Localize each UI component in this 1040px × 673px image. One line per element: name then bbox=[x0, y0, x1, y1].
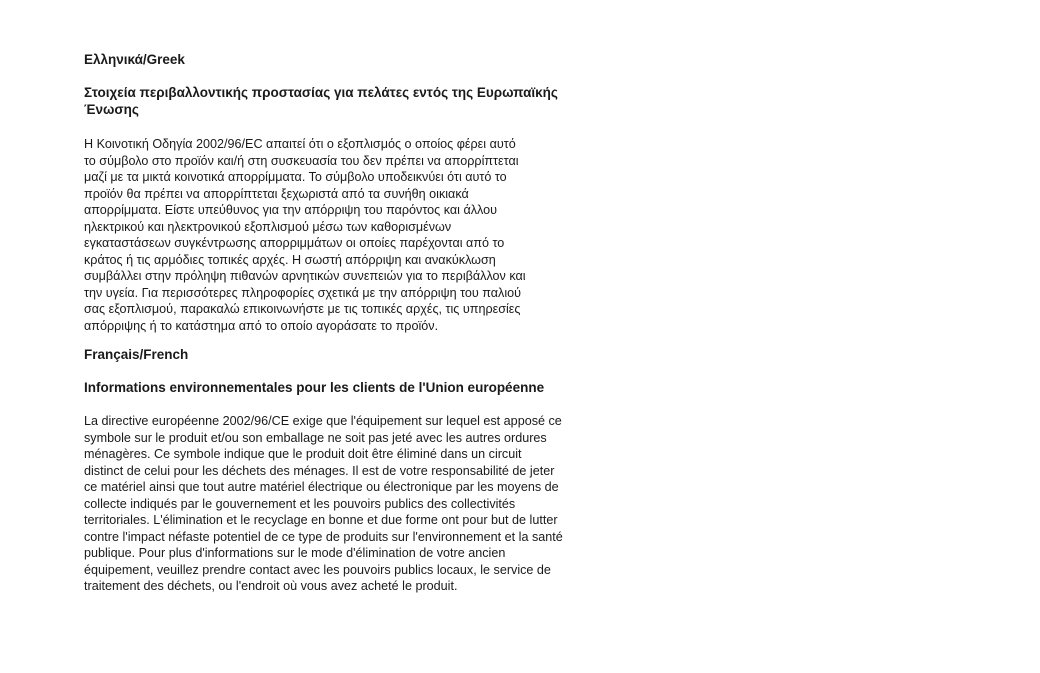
french-body-line: symbole sur le produit et/ou son emballage ne soit pas jeté avec les autres ordures bbox=[84, 430, 547, 445]
greek-title-line: Ένωσης bbox=[84, 101, 139, 117]
french-language-heading: Français/French bbox=[84, 347, 189, 362]
french-body-paragraph bbox=[84, 413, 563, 595]
greek-body-line: Η Κοινοτική Οδηγία 2002/96/EC απαιτεί ότι ο εξοπλισμός ο οποίος φέρει αυτό bbox=[84, 137, 516, 151]
greek-body-line: προϊόν θα πρέπει να απορρίπτεται ξεχωριστά από τα συνήθη οικιακά bbox=[84, 186, 469, 201]
french-title-part: l'Union européenne bbox=[418, 380, 545, 395]
french-body-line: collecte indiqués par le gouvernement et les pouvoirs publics des collectivités bbox=[84, 496, 516, 511]
greek-body-line: απορρίμματα. Είστε υπεύθυνος για την απόρριψη του παρόντος και άλλου bbox=[84, 203, 498, 217]
greek-body-line: την υγεία. Για περισσότερες πληροφορίες σχετικά με την απόρριψη του παλιού bbox=[84, 285, 522, 300]
french-body-line: publique. Pour plus d'informations sur le mode d'élimination de votre ancien bbox=[84, 546, 506, 560]
greek-body-paragraph bbox=[84, 136, 526, 334]
french-title-part: de bbox=[395, 380, 419, 395]
greek-section-title bbox=[84, 85, 558, 118]
french-body-line: contre l'impact néfaste potentiel de ce type de produits sur l'environnement et la santé bbox=[84, 529, 563, 544]
greek-body-line: σας εξοπλισμού, παρακαλώ επικοινωνήστε με τις τοπικές αρχές, τις υπηρεσίες bbox=[84, 302, 521, 316]
french-body-line: ménagères. Ce symbole indique que le produit doit être éliminé dans un circuit bbox=[84, 447, 522, 461]
french-body-line: équipement, veuillez prendre contact avec les pouvoirs publics locaux, le service de bbox=[84, 562, 551, 577]
greek-body-line: εγκαταστάσεων συγκέντρωσης απορριμμάτων οι οποίες παρέχονται από το bbox=[84, 236, 505, 250]
greek-body-line: το σύμβολο στο προϊόν και/ή στη συσκευασία του δεν πρέπει να απορρίπτεται bbox=[84, 153, 519, 168]
greek-body-line: μαζί με τα μικτά κοινοτικά απορρίμματα. Το σύμβολο υποδεικνύει ότι αυτό το bbox=[84, 170, 507, 184]
french-body-line: ce matériel ainsi que tout autre matériel électrique ou électronique par les moyens de bbox=[84, 480, 559, 494]
greek-body-line: απόρριψης ή το κατάστημα από το οποίο αγοράσατε το προϊόν. bbox=[84, 318, 439, 333]
french-body-line: traitement des déchets, ou l'endroit où vous avez acheté le produit. bbox=[84, 579, 458, 593]
greek-body-line: συμβάλλει στην πρόληψη πιθανών αρνητικών συνεπειών για το περιβάλλον και bbox=[84, 269, 526, 283]
french-body-line: La directive européenne 2002/96/CE exige que l'équipement sur lequel est apposé ce bbox=[84, 414, 562, 428]
french-title-part: les clients bbox=[330, 380, 396, 395]
french-title-part: Informations environnementales bbox=[84, 380, 293, 395]
french-body-line: territoriales. L'élimination et le recyclage en bonne et due forme ont pour but de lutter bbox=[84, 513, 558, 527]
french-body-line: distinct de celui pour les déchets des ménages. Il est de votre responsabilité de jeter bbox=[84, 463, 555, 478]
greek-body-line: κράτος ή τις αρμόδιες τοπικές αρχές. Η σωστή απόρριψη και ανακύκλωση bbox=[84, 252, 496, 267]
greek-body-line: ηλεκτρικού και ηλεκτρονικού εξοπλισμού μέσω των καθορισμένων bbox=[84, 219, 452, 234]
greek-title-line: Στοιχεία περιβαλλοντικής προστασίας για πελάτες εντός της Ευρωπαϊκής bbox=[84, 85, 558, 100]
french-section-title bbox=[84, 380, 544, 395]
french-title-part: pour bbox=[292, 380, 331, 395]
greek-language-heading: Ελληνικά/Greek bbox=[84, 52, 185, 67]
